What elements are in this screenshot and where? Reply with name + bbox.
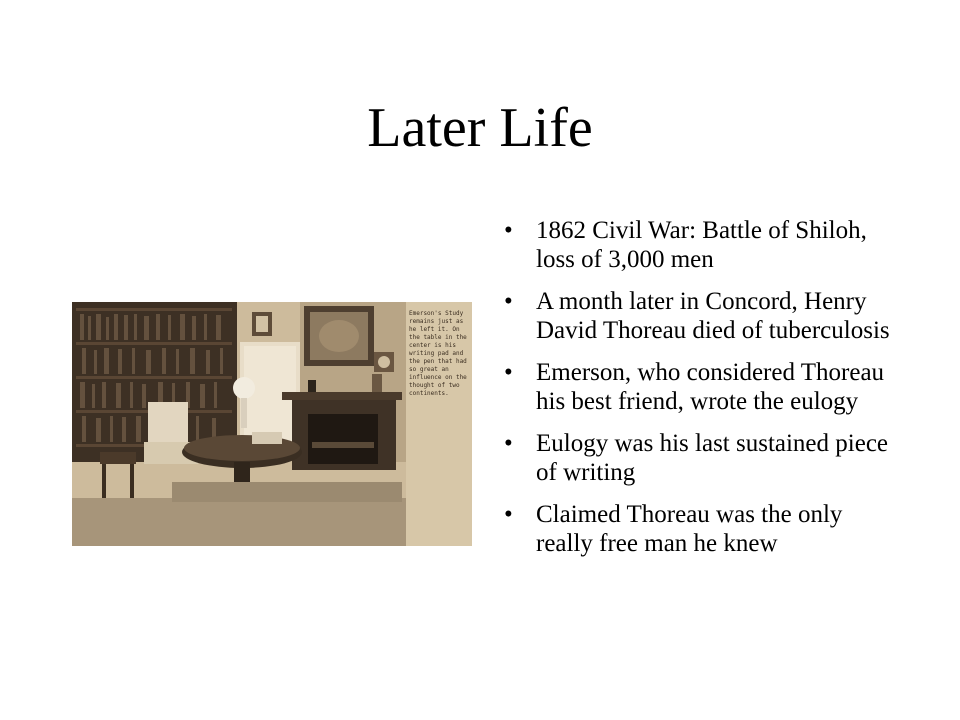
- bullet-item: [500, 500, 900, 558]
- study-photo: [72, 302, 472, 546]
- bullet-item: [500, 429, 900, 487]
- slide-title: Later Life: [367, 97, 593, 159]
- bullet-item: [500, 216, 900, 274]
- bullet-marker: •: [504, 288, 513, 315]
- bullet-marker: •: [504, 217, 513, 244]
- bullet-text: Emerson, who considered Thoreau his best friend, wrote the eulogy: [536, 359, 885, 415]
- bullet-list: [500, 216, 900, 571]
- bullet-text: Claimed Thoreau was the only really free man he knew: [536, 501, 843, 557]
- bullet-marker: •: [504, 359, 513, 386]
- bullet-marker: •: [504, 430, 513, 457]
- bullet-text: 1862 Civil War: Battle of Shiloh, loss of 3,000 men: [536, 217, 867, 273]
- bullet-text: Eulogy was his last sustained piece of writing: [536, 430, 889, 486]
- bullet-text: A month later in Concord, Henry David Thoreau died of tuberculosis: [536, 288, 890, 344]
- bullet-item: [500, 358, 900, 416]
- bullet-marker: •: [504, 501, 513, 528]
- bullet-item: [500, 287, 900, 345]
- photo-caption: Emerson's Study remains just as he left it. On the table in the center is his writing pad and the pen that had so great an influence on the thought of two continents.: [409, 310, 467, 397]
